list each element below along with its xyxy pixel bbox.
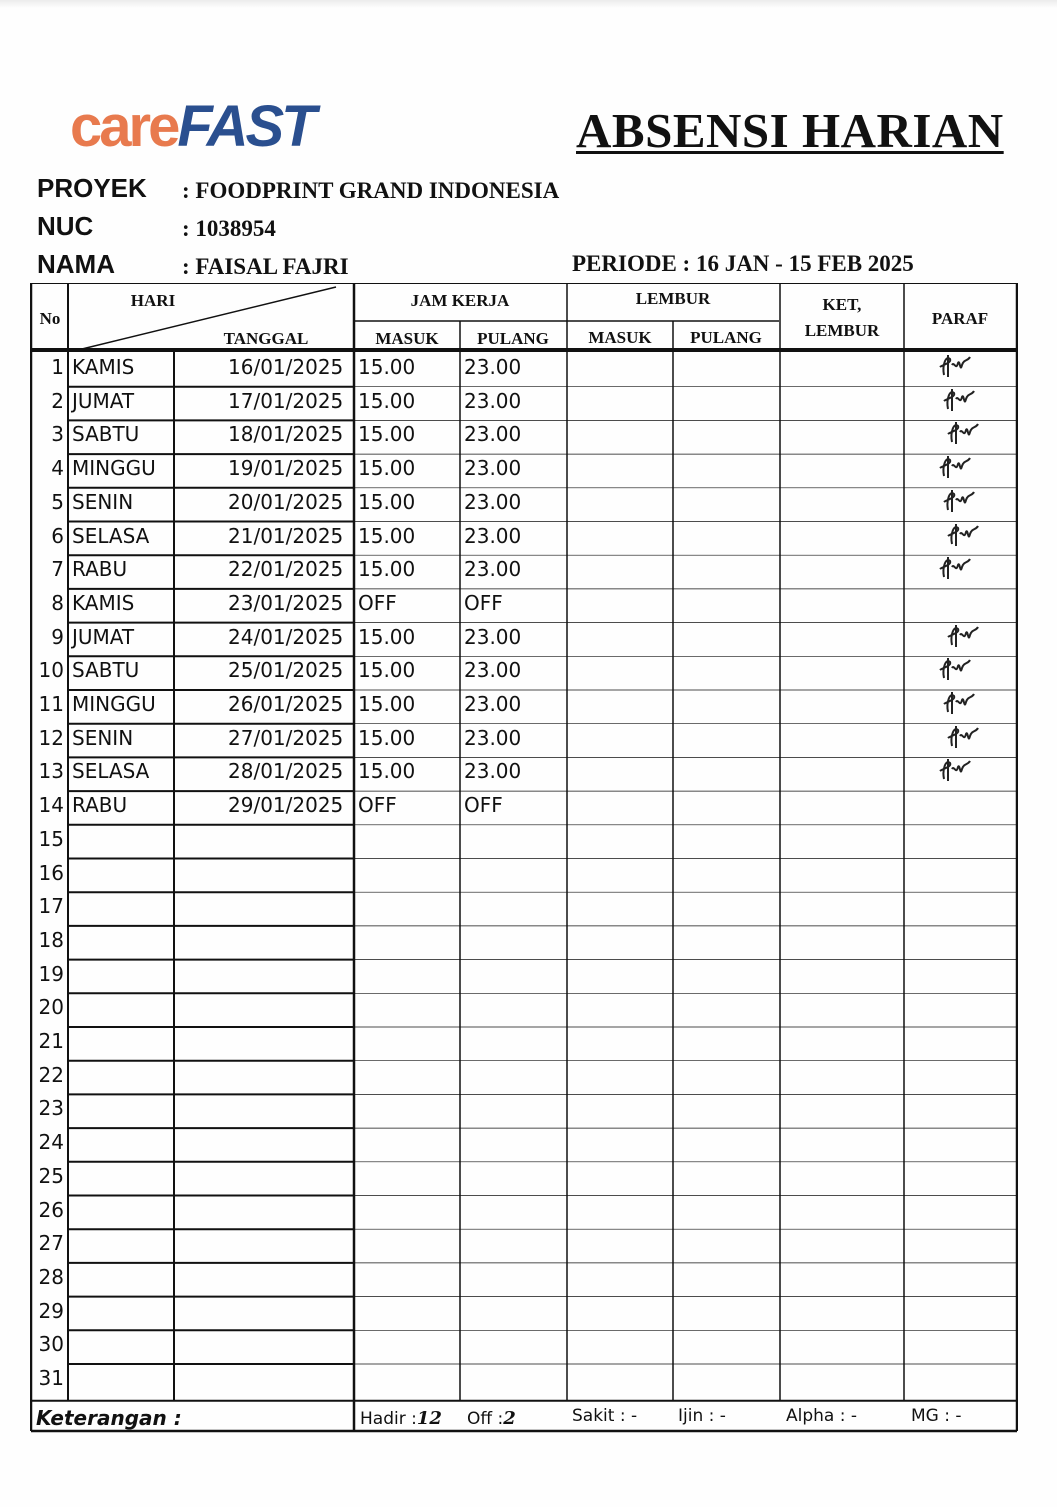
row-no: 13 bbox=[38, 759, 64, 784]
logo-fast-text: FAST bbox=[177, 94, 314, 159]
row-hari: RABU bbox=[72, 557, 128, 582]
nuc-value: : 1038954 bbox=[182, 216, 276, 241]
alpha-summary: Alpha : - bbox=[786, 1406, 858, 1426]
mg-summary: MG : - bbox=[911, 1406, 962, 1426]
row-no: 25 bbox=[38, 1163, 64, 1188]
row-no: 3 bbox=[51, 422, 64, 447]
row-tanggal: 17/01/2025 bbox=[228, 388, 344, 413]
table-grid bbox=[30, 283, 1018, 1433]
row-jam-pulang: 23.00 bbox=[464, 624, 522, 649]
row-hari: SABTU bbox=[72, 422, 140, 447]
row-tanggal: 27/01/2025 bbox=[228, 725, 344, 750]
paraf-signature bbox=[944, 418, 984, 448]
row-jam-pulang: 23.00 bbox=[464, 523, 522, 548]
row-jam-pulang: 23.00 bbox=[464, 422, 522, 447]
row-tanggal: 23/01/2025 bbox=[228, 590, 344, 615]
row-no: 30 bbox=[38, 1332, 64, 1357]
row-no: 8 bbox=[51, 590, 64, 615]
row-tanggal: 16/01/2025 bbox=[228, 355, 344, 379]
row-hari: SELASA bbox=[72, 523, 150, 548]
paraf-signature bbox=[940, 486, 980, 516]
row-jam-pulang: OFF bbox=[464, 590, 503, 615]
row-hari: JUMAT bbox=[72, 388, 135, 413]
hadir-value: 12 bbox=[416, 1408, 442, 1429]
row-jam-masuk: 15.00 bbox=[358, 422, 416, 447]
paraf-signature bbox=[936, 351, 976, 381]
row-tanggal: 21/01/2025 bbox=[228, 523, 344, 548]
sakit-summary: Sakit : - bbox=[572, 1406, 638, 1426]
row-hari: KAMIS bbox=[72, 590, 135, 615]
row-no: 6 bbox=[51, 523, 64, 548]
paraf-signature bbox=[936, 654, 976, 684]
row-jam-masuk: OFF bbox=[358, 590, 397, 615]
row-jam-pulang: 23.00 bbox=[464, 388, 522, 413]
row-jam-masuk: 15.00 bbox=[358, 692, 416, 716]
row-jam-masuk: 15.00 bbox=[358, 456, 416, 481]
row-hari: KAMIS bbox=[72, 355, 135, 379]
row-no: 22 bbox=[38, 1062, 64, 1087]
row-no: 23 bbox=[38, 1096, 64, 1121]
row-hari: JUMAT bbox=[72, 624, 135, 649]
header-lembur-masuk: MASUK bbox=[588, 328, 652, 347]
row-jam-masuk: 15.00 bbox=[358, 355, 416, 379]
row-no: 1 bbox=[51, 355, 64, 379]
row-jam-masuk: 15.00 bbox=[358, 557, 416, 582]
logo-care-text: care bbox=[70, 94, 178, 159]
carefast-logo bbox=[70, 94, 314, 159]
header-jam-pulang: PULANG bbox=[477, 329, 549, 348]
periode-text: PERIODE : 16 JAN - 15 FEB 2025 bbox=[572, 251, 914, 276]
header-lembur: LEMBUR bbox=[635, 289, 711, 308]
nama-value: : FAISAL FAJRI bbox=[182, 254, 349, 279]
row-hari: SELASA bbox=[72, 759, 150, 784]
row-tanggal: 22/01/2025 bbox=[228, 557, 344, 582]
row-jam-pulang: 23.00 bbox=[464, 658, 522, 683]
row-no: 4 bbox=[51, 456, 64, 481]
keterangan-label: Keterangan : bbox=[36, 1406, 182, 1430]
document-title: ABSENSI HARIAN bbox=[576, 103, 1004, 158]
hadir-label: Hadir : bbox=[360, 1409, 417, 1429]
paraf-signature bbox=[936, 553, 976, 583]
off-summary bbox=[467, 1408, 516, 1429]
row-no: 9 bbox=[51, 624, 64, 649]
header-jam-masuk: MASUK bbox=[375, 329, 439, 348]
nuc-label: NUC bbox=[37, 211, 94, 241]
row-no: 2 bbox=[51, 388, 64, 413]
row-no: 18 bbox=[38, 927, 64, 952]
row-tanggal: 24/01/2025 bbox=[228, 624, 344, 649]
paraf-signature bbox=[944, 722, 984, 752]
header-ket: KET, bbox=[822, 295, 862, 314]
row-jam-masuk: 15.00 bbox=[358, 489, 416, 514]
row-no: 20 bbox=[38, 995, 64, 1020]
row-jam-pulang: 23.00 bbox=[464, 557, 522, 582]
row-hari: MINGGU bbox=[72, 456, 156, 481]
row-jam-pulang: 23.00 bbox=[464, 725, 522, 750]
row-no: 11 bbox=[38, 692, 64, 716]
row-tanggal: 28/01/2025 bbox=[228, 759, 344, 784]
paraf-signature bbox=[940, 688, 980, 718]
row-jam-pulang: 23.00 bbox=[464, 692, 522, 716]
paraf-signature bbox=[936, 755, 976, 785]
row-jam-pulang: 23.00 bbox=[464, 456, 522, 481]
paraf-signature bbox=[936, 452, 976, 482]
row-no: 28 bbox=[38, 1264, 64, 1289]
row-tanggal: 29/01/2025 bbox=[228, 793, 344, 818]
row-no: 27 bbox=[38, 1231, 64, 1256]
row-tanggal: 26/01/2025 bbox=[228, 692, 344, 716]
row-jam-masuk: OFF bbox=[358, 793, 397, 818]
row-no: 31 bbox=[38, 1366, 64, 1390]
row-jam-pulang: 23.00 bbox=[464, 355, 522, 379]
ijin-summary: Ijin : - bbox=[678, 1406, 726, 1426]
paraf-signature bbox=[944, 621, 984, 651]
row-no: 19 bbox=[38, 961, 64, 986]
row-hari: SABTU bbox=[72, 658, 140, 683]
row-jam-masuk: 15.00 bbox=[358, 523, 416, 548]
row-no: 7 bbox=[51, 557, 64, 582]
row-jam-masuk: 15.00 bbox=[358, 759, 416, 784]
row-jam-masuk: 15.00 bbox=[358, 624, 416, 649]
row-tanggal: 25/01/2025 bbox=[228, 658, 344, 683]
row-tanggal: 18/01/2025 bbox=[228, 422, 344, 447]
row-no: 21 bbox=[38, 1029, 64, 1053]
row-no: 10 bbox=[38, 658, 64, 683]
row-hari: RABU bbox=[72, 793, 128, 818]
header-jam-kerja: JAM KERJA bbox=[410, 291, 510, 310]
row-no: 14 bbox=[38, 793, 64, 818]
nama-label: NAMA bbox=[37, 249, 115, 279]
header-lembur-pulang: PULANG bbox=[690, 328, 762, 347]
header-no: No bbox=[39, 309, 61, 328]
row-jam-pulang: OFF bbox=[464, 793, 503, 818]
row-no: 12 bbox=[38, 725, 64, 750]
row-jam-masuk: 15.00 bbox=[358, 725, 416, 750]
off-value: 2 bbox=[503, 1408, 516, 1429]
row-jam-pulang: 23.00 bbox=[464, 489, 522, 514]
row-hari: SENIN bbox=[72, 489, 134, 514]
paraf-signature bbox=[940, 385, 980, 415]
proyek-value: : FOODPRINT GRAND INDONESIA bbox=[182, 178, 560, 203]
header-ket-lembur: LEMBUR bbox=[804, 321, 880, 340]
attendance-table bbox=[30, 283, 1018, 1433]
row-no: 15 bbox=[38, 826, 64, 851]
header-tanggal: TANGGAL bbox=[223, 329, 309, 348]
off-label: Off : bbox=[467, 1409, 504, 1429]
proyek-label: PROYEK bbox=[37, 173, 147, 203]
row-jam-pulang: 23.00 bbox=[464, 759, 522, 784]
scan-edge bbox=[0, 0, 1057, 8]
paraf-signature bbox=[944, 520, 984, 550]
hadir-summary bbox=[360, 1408, 442, 1429]
header-hari: HARI bbox=[130, 291, 176, 310]
row-jam-masuk: 15.00 bbox=[358, 658, 416, 683]
row-tanggal: 20/01/2025 bbox=[228, 489, 344, 514]
row-no: 26 bbox=[38, 1197, 64, 1222]
row-no: 29 bbox=[38, 1298, 64, 1323]
row-no: 5 bbox=[51, 489, 64, 514]
row-jam-masuk: 15.00 bbox=[358, 388, 416, 413]
row-hari: MINGGU bbox=[72, 692, 156, 716]
row-hari: SENIN bbox=[72, 725, 134, 750]
header-paraf: PARAF bbox=[931, 309, 989, 328]
row-tanggal: 19/01/2025 bbox=[228, 456, 344, 481]
row-no: 17 bbox=[38, 894, 64, 919]
row-no: 16 bbox=[38, 860, 64, 885]
row-no: 24 bbox=[38, 1130, 64, 1155]
